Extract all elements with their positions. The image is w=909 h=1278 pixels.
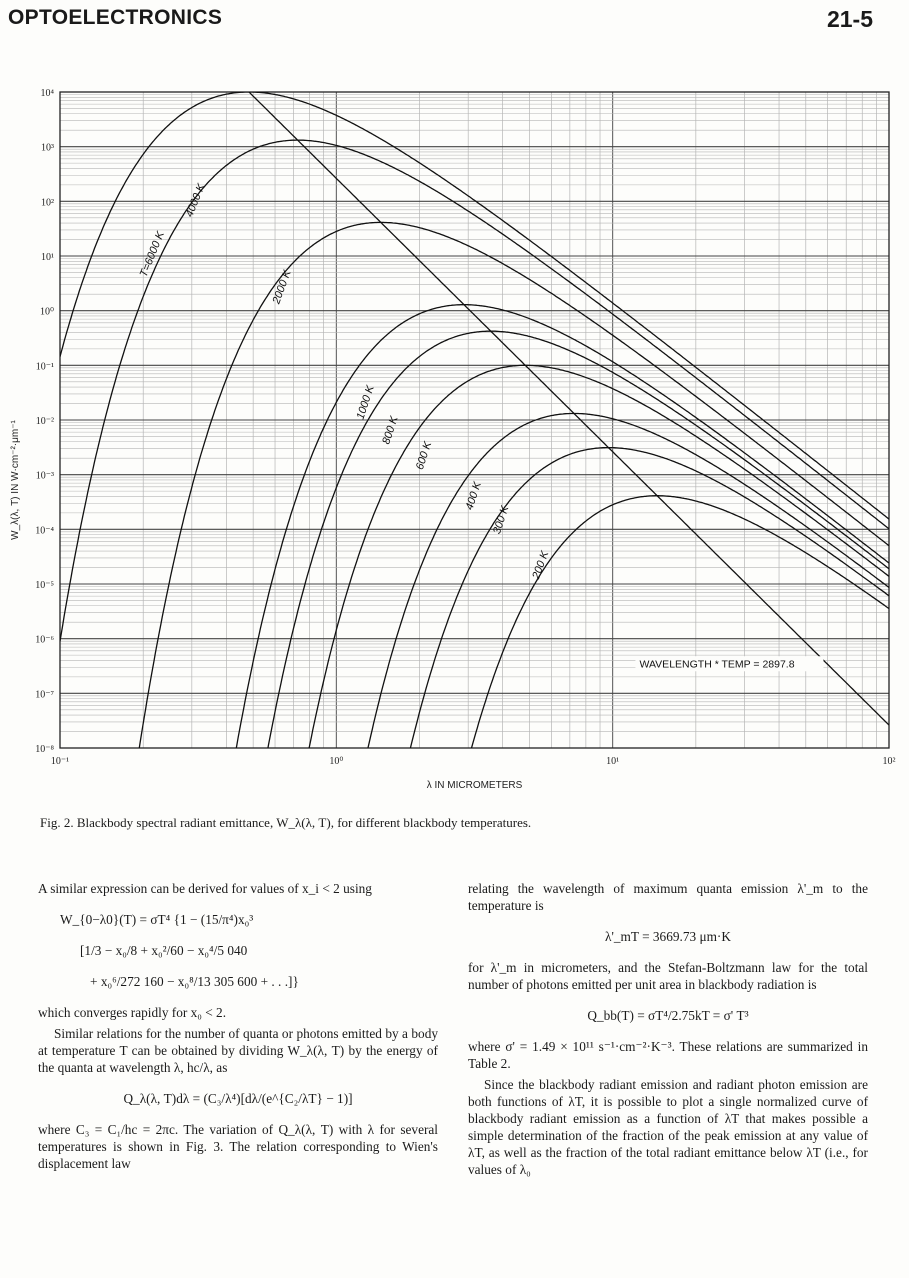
equation: λ'_mT = 3669.73 μm·K [605, 929, 731, 944]
y-tick-label: 10⁻¹ [35, 361, 54, 373]
x-tick-label: 10¹ [606, 756, 620, 767]
series-label: 1000 K [354, 384, 377, 421]
series-line-800k [266, 331, 889, 759]
paragraph: A similar expression can be derived for values of x_i < 2 using [38, 881, 372, 896]
y-tick-label: 10⁻⁸ [35, 744, 54, 755]
equation: [1/3 − x₀/8 + x₀²/60 − x₀⁴/5 040 [80, 943, 248, 958]
equation: Q_bb(T) = σT⁴/2.75kT = σ' T³ [587, 1008, 749, 1023]
series-label: 800 K [380, 414, 401, 446]
right-column [468, 880, 868, 1182]
x-tick-label: 10⁰ [329, 756, 344, 767]
series-label: 4000 K [183, 182, 208, 219]
y-tick-label: 10⁻⁶ [35, 634, 54, 646]
y-tick-label: 10⁻³ [35, 470, 54, 482]
series-line-200k [468, 496, 889, 763]
page-number: 21-5 [826, 6, 873, 32]
x-axis-title: λ IN MICROMETERS [426, 780, 523, 791]
x-tick-label: 10² [882, 756, 896, 767]
x-tick-label: 10⁻¹ [50, 756, 70, 767]
running-header-title: OPTOELECTRONICS [8, 6, 223, 29]
series-label: 200 K [530, 549, 552, 581]
y-tick-label: 10² [41, 197, 54, 209]
y-tick-label: 10⁴ [40, 88, 54, 99]
y-tick-label: 10⁻⁴ [35, 525, 54, 537]
wien-annotation: WAVELENGTH * TEMP = 2897.8 [639, 658, 795, 671]
y-tick-label: 10¹ [41, 252, 54, 263]
equation: W_{0−λ0}(T) = σT⁴ {1 − (15/π⁴)x₀³ [60, 912, 254, 927]
y-tick-label: 10⁰ [39, 306, 54, 318]
paragraph: where C₃ = C₁/hc = 2πc. The variation of Q_λ(λ, T) with λ for several temperatures is shown in Fig. 3. The relation corresponding to Wien's displacement law [38, 1122, 438, 1171]
figure-caption: Fig. 2. Blackbody spectral radiant emittance, W_λ(λ, T), for different blackbody temperatures. [40, 815, 532, 830]
series-label: 600 K [413, 440, 435, 472]
paragraph: Similar relations for the number of quanta or photons emitted by a body at temperature T can be obtained by dividing W_λ(λ, T) by the energy of the quanta at wavelength λ, hc/λ, as [38, 1026, 438, 1075]
y-tick-label: 10⁻⁷ [35, 689, 54, 701]
paragraph: Since the blackbody radiant emission and radiant photon emission are both functions of λT, it is possible to plot a single normalized curve of blackbody radiant emission as a function of λT that makes possible a simple determination of the fraction of the peak emission at any value of λT, as well as the fraction of the total radiant emittance below λT (i.e., for values of λ₀ [468, 1077, 868, 1177]
y-axis-title: W_λ(λ, T) IN W·cm⁻²·μm⁻¹ [10, 420, 21, 540]
y-tick-label: 10⁻² [35, 416, 54, 427]
left-column [38, 880, 438, 1176]
series-label: 400 K [463, 480, 484, 512]
blackbody-chart [0, 70, 909, 810]
paragraph: for λ'_m in micrometers, and the Stefan-Boltzmann law for the total number of photons emitted per unit area in blackbody radiation is [468, 960, 868, 992]
series-label: 2000 K [270, 268, 294, 306]
equation: + x₀⁶/272 160 − x₀⁸/13 305 600 + . . .]} [90, 974, 299, 989]
series-label: T=6000 K [137, 229, 167, 279]
paragraph: which converges rapidly for x₀ < 2. [38, 1005, 227, 1020]
paragraph: relating the wavelength of maximum quanta emission λ'_m to the temperature is [468, 881, 868, 913]
equation: Q_λ(λ, T)dλ = (C₃/λ⁴)[dλ/(e^{C₂/λT} − 1)] [123, 1091, 353, 1106]
paragraph: where σ' = 1.49 × 10¹¹ s⁻¹·cm⁻²·K⁻³. These relations are summarized in Table 2. [468, 1039, 868, 1071]
series-line-1000k [234, 305, 889, 761]
y-tick-label: 10³ [41, 142, 54, 154]
y-tick-label: 10⁻⁵ [35, 580, 54, 591]
series-label: 300 K [491, 504, 512, 536]
